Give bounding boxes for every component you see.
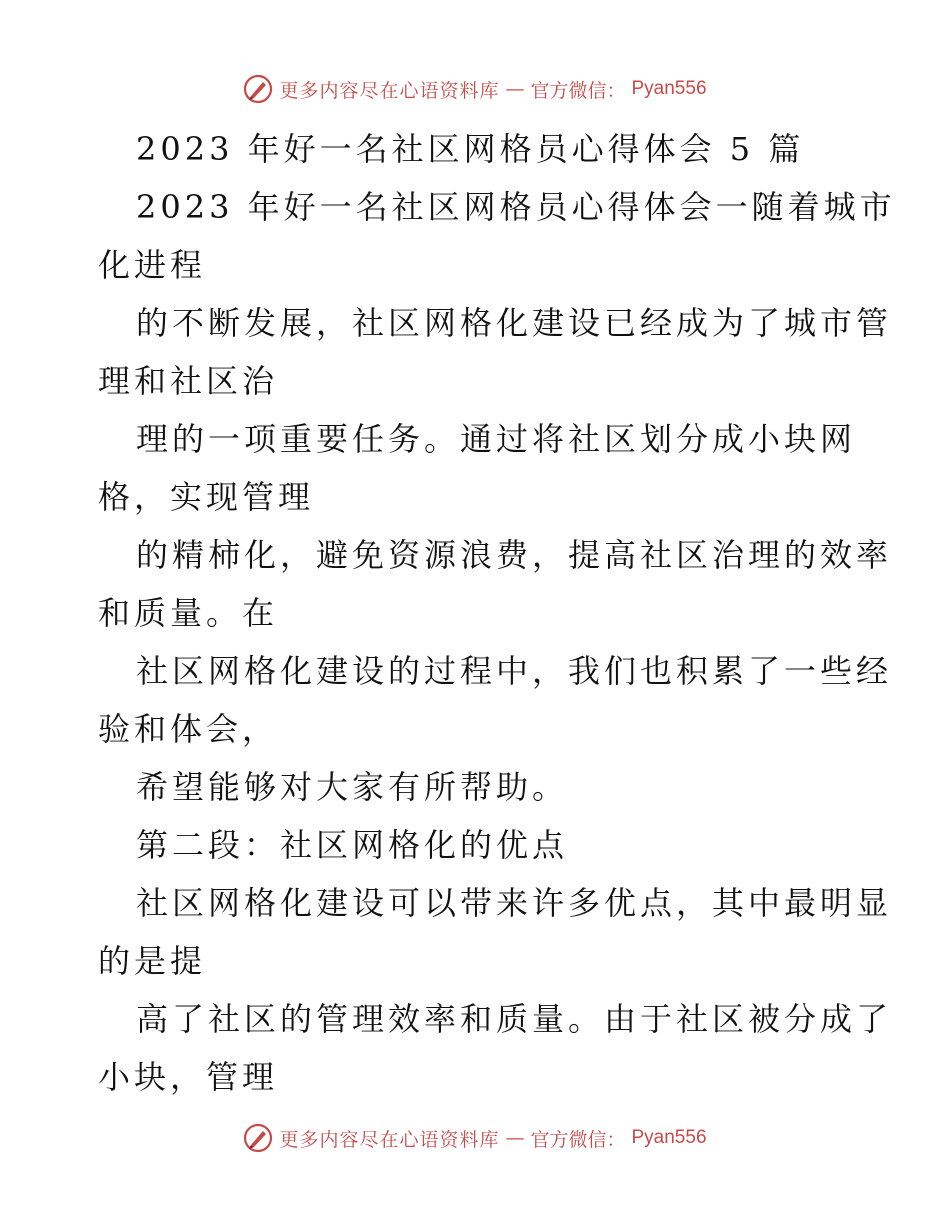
watermark-dash: — <box>505 78 525 100</box>
paragraph-line: 的不断发展，社区网格化建设已经成为了城市管 <box>136 304 893 342</box>
document-body <box>98 120 896 1106</box>
paragraph-line: 2023 年好一名社区网格员心得体会一随着城市 <box>136 188 896 226</box>
document-title: 2023 年好一名社区网格员心得体会 5 篇 <box>136 130 805 168</box>
paragraph-line: 希望能够对大家有所帮助。 <box>136 768 569 806</box>
paragraph-line: 社区网格化建设可以带来许多优点，其中最明显 <box>136 884 893 922</box>
watermark-brand: 更多内容尽在心语资料库 <box>279 1128 500 1151</box>
paragraph-line: 和质量。在 <box>98 594 279 632</box>
paragraph-line: 高了社区的管理效率和质量。由于社区被分成了 <box>136 1000 893 1038</box>
watermark-wechat-label: 官方微信： <box>530 79 626 102</box>
section-heading: 第二段：社区网格化的优点 <box>136 826 569 864</box>
paragraph-line: 的是提 <box>98 942 207 980</box>
watermark-brand: 更多内容尽在心语资料库 <box>279 79 500 102</box>
paragraph-line: 社区网格化建设的过程中，我们也积累了一些经 <box>136 652 893 690</box>
paragraph-line: 验和体会， <box>98 710 279 748</box>
pen-logo-icon <box>243 1123 273 1153</box>
paragraph-line: 的精柿化，避免资源浪费，提高社区治理的效率 <box>136 536 893 574</box>
paragraph-line: 理和社区治 <box>98 362 279 400</box>
header-watermark <box>0 74 950 104</box>
watermark-wechat-id: Pyan556 <box>631 1127 707 1148</box>
footer-watermark <box>0 1123 950 1153</box>
pen-logo-icon <box>243 74 273 104</box>
watermark-dash: — <box>505 1127 525 1149</box>
watermark-wechat-id: Pyan556 <box>631 78 707 99</box>
watermark-wechat-label: 官方微信： <box>530 1128 626 1151</box>
paragraph-line: 化进程 <box>98 246 207 284</box>
paragraph-line: 小块，管理 <box>98 1058 279 1096</box>
paragraph-line: 格，实现管理 <box>98 478 315 516</box>
paragraph-line: 理的一项重要任务。通过将社区划分成小块网 <box>136 420 857 458</box>
